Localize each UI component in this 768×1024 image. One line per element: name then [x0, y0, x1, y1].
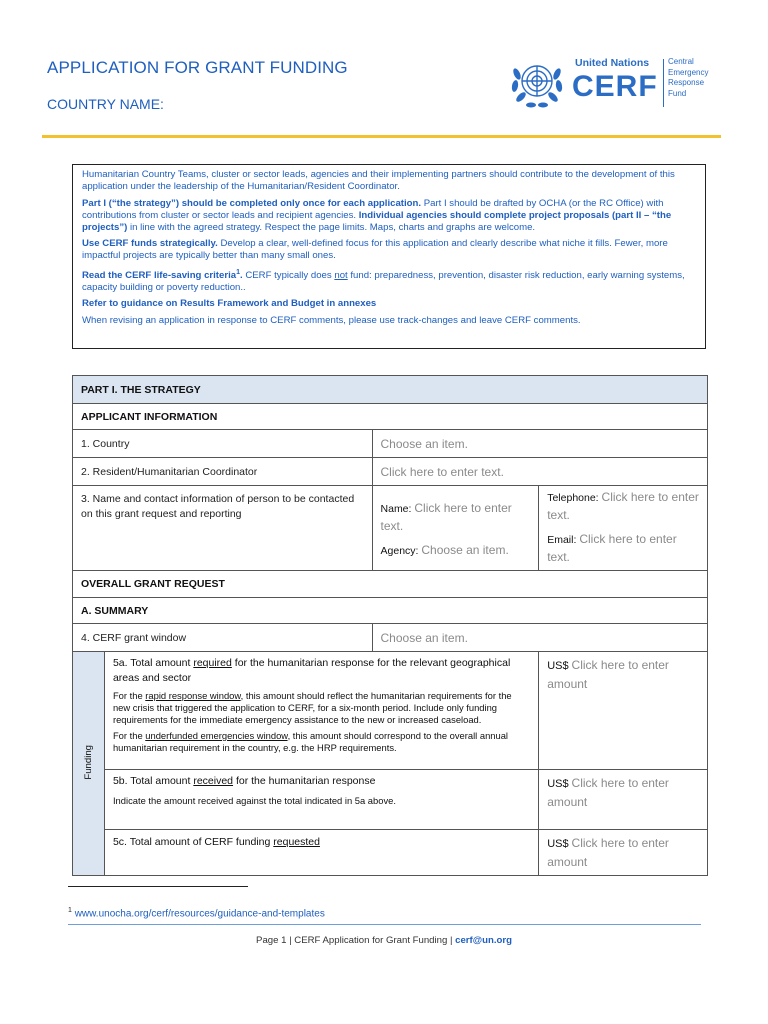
- contact-name-field[interactable]: Name: Click here to enter text.: [380, 500, 512, 533]
- question-5a: 5a. Total amount required for the humanitarian response for the relevant geographical areas and sector For the rapid response window, this amount should reflect the humanitarian requirements for the new crisis that triggered the application to CERF, for a six-month period. Include only funding requirements for the immediate emergency assistance to the new or increased caseload. For the underfunded emergencies window, this amount should correspond to the overall annual humanitarian requirement in the country, e.g. the HRP requirements.: [104, 652, 538, 770]
- footnote: $^1$ www.unocha.org/cerf/resources/guidance-and-templates: [68, 907, 325, 920]
- contact-phone-email-cell: [539, 486, 708, 571]
- contact-telephone-field[interactable]: Telephone: Click here to enter text.: [547, 490, 699, 522]
- footer-rule: [68, 924, 701, 925]
- section-overall-request: OVERALL GRANT REQUEST: [73, 571, 708, 598]
- contact-name-agency-cell: [372, 486, 539, 571]
- intro-paragraph: Refer to guidance on Results Framework and Budget in annexes: [82, 298, 377, 310]
- grant-window-label: 4. CERF grant window: [73, 624, 373, 652]
- logo-wordmark: CERF: [572, 70, 658, 103]
- intro-paragraph: Humanitarian Country Teams, cluster or sector leads, agencies and their implementing partners should contribute to the development of this application under the leadership of the Humanitarian/Resident Coordinator.: [82, 169, 675, 192]
- funding-side-label: Funding: [73, 652, 105, 876]
- contact-email-field[interactable]: Email: Click here to enter text.: [547, 532, 677, 564]
- grant-window-dropdown[interactable]: Choose an item.: [372, 624, 707, 652]
- page-footer: Page 1 | CERF Application for Grant Funding | cerf@un.org: [256, 935, 512, 946]
- coordinator-input[interactable]: Click here to enter text.: [372, 458, 707, 486]
- country-name-label: COUNTRY NAME:: [47, 96, 164, 112]
- logo-subtitle: Central Emergency Response Fund: [668, 57, 709, 98]
- instructions-box: [72, 164, 706, 349]
- intro-paragraph: Part I (“the strategy”) should be completed only once for each application. Part I should be drafted by OCHA (or the RC Office) with contributions from cluster or sector leads and recipient agencies. Individual agencies should complete project proposals (part II – “the projects”) in line with the agreed strategy. Respect the page limits. Maps, charts and graphs are welcome.: [82, 197, 672, 233]
- intro-paragraph: Use CERF funds strategically. Develop a clear, well-defined focus for this application and clearly describe what niche it fills. Fewer, more impactful projects are typically better than many small ones.: [82, 238, 668, 261]
- header-rule: [42, 135, 721, 138]
- footnote-separator: [68, 886, 248, 887]
- un-emblem-icon: [508, 54, 566, 112]
- document-title: APPLICATION FOR GRANT FUNDING: [47, 58, 348, 77]
- contact-agency-field[interactable]: Agency: Choose an item.: [380, 542, 509, 557]
- coordinator-label: 2. Resident/Humanitarian Coordinator: [73, 458, 373, 486]
- footer-email-link[interactable]: cerf@un.org: [455, 935, 512, 946]
- strategy-table: [72, 375, 708, 876]
- country-label: 1. Country: [73, 430, 373, 458]
- amount-required-input[interactable]: US$ Click here to enter amount: [539, 652, 708, 770]
- logo-org-name: United Nations: [575, 57, 650, 69]
- footnote-link[interactable]: www.unocha.org/cerf/resources/guidance-and-templates: [74, 908, 325, 920]
- country-dropdown[interactable]: Choose an item.: [372, 430, 707, 458]
- part-title: PART I. THE STRATEGY: [73, 376, 708, 404]
- section-summary: A. SUMMARY: [73, 598, 708, 624]
- question-5b: 5b. Total amount received for the humanitarian response Indicate the amount received against the total indicated in 5a above.: [104, 770, 538, 830]
- intro-paragraph: When revising an application in response to CERF comments, please use track-changes and leave CERF comments.: [82, 314, 581, 326]
- logo-divider: [663, 59, 664, 107]
- section-applicant-info: APPLICANT INFORMATION: [73, 404, 708, 430]
- amount-received-input[interactable]: US$ Click here to enter amount: [539, 770, 708, 830]
- intro-paragraph: Read the CERF life-saving criteria$^1$. CERF typically does not fund: preparedness, prevention, disaster risk reduction, early warning systems, capacity building or poverty reduction..: [82, 268, 685, 293]
- amount-requested-input[interactable]: US$ Click here to enter amount: [539, 830, 708, 876]
- cerf-logo: [508, 54, 723, 114]
- question-5c: 5c. Total amount of CERF funding requested: [104, 830, 538, 876]
- contact-label: 3. Name and contact information of person to be contacted on this grant request and reporting: [73, 486, 373, 571]
